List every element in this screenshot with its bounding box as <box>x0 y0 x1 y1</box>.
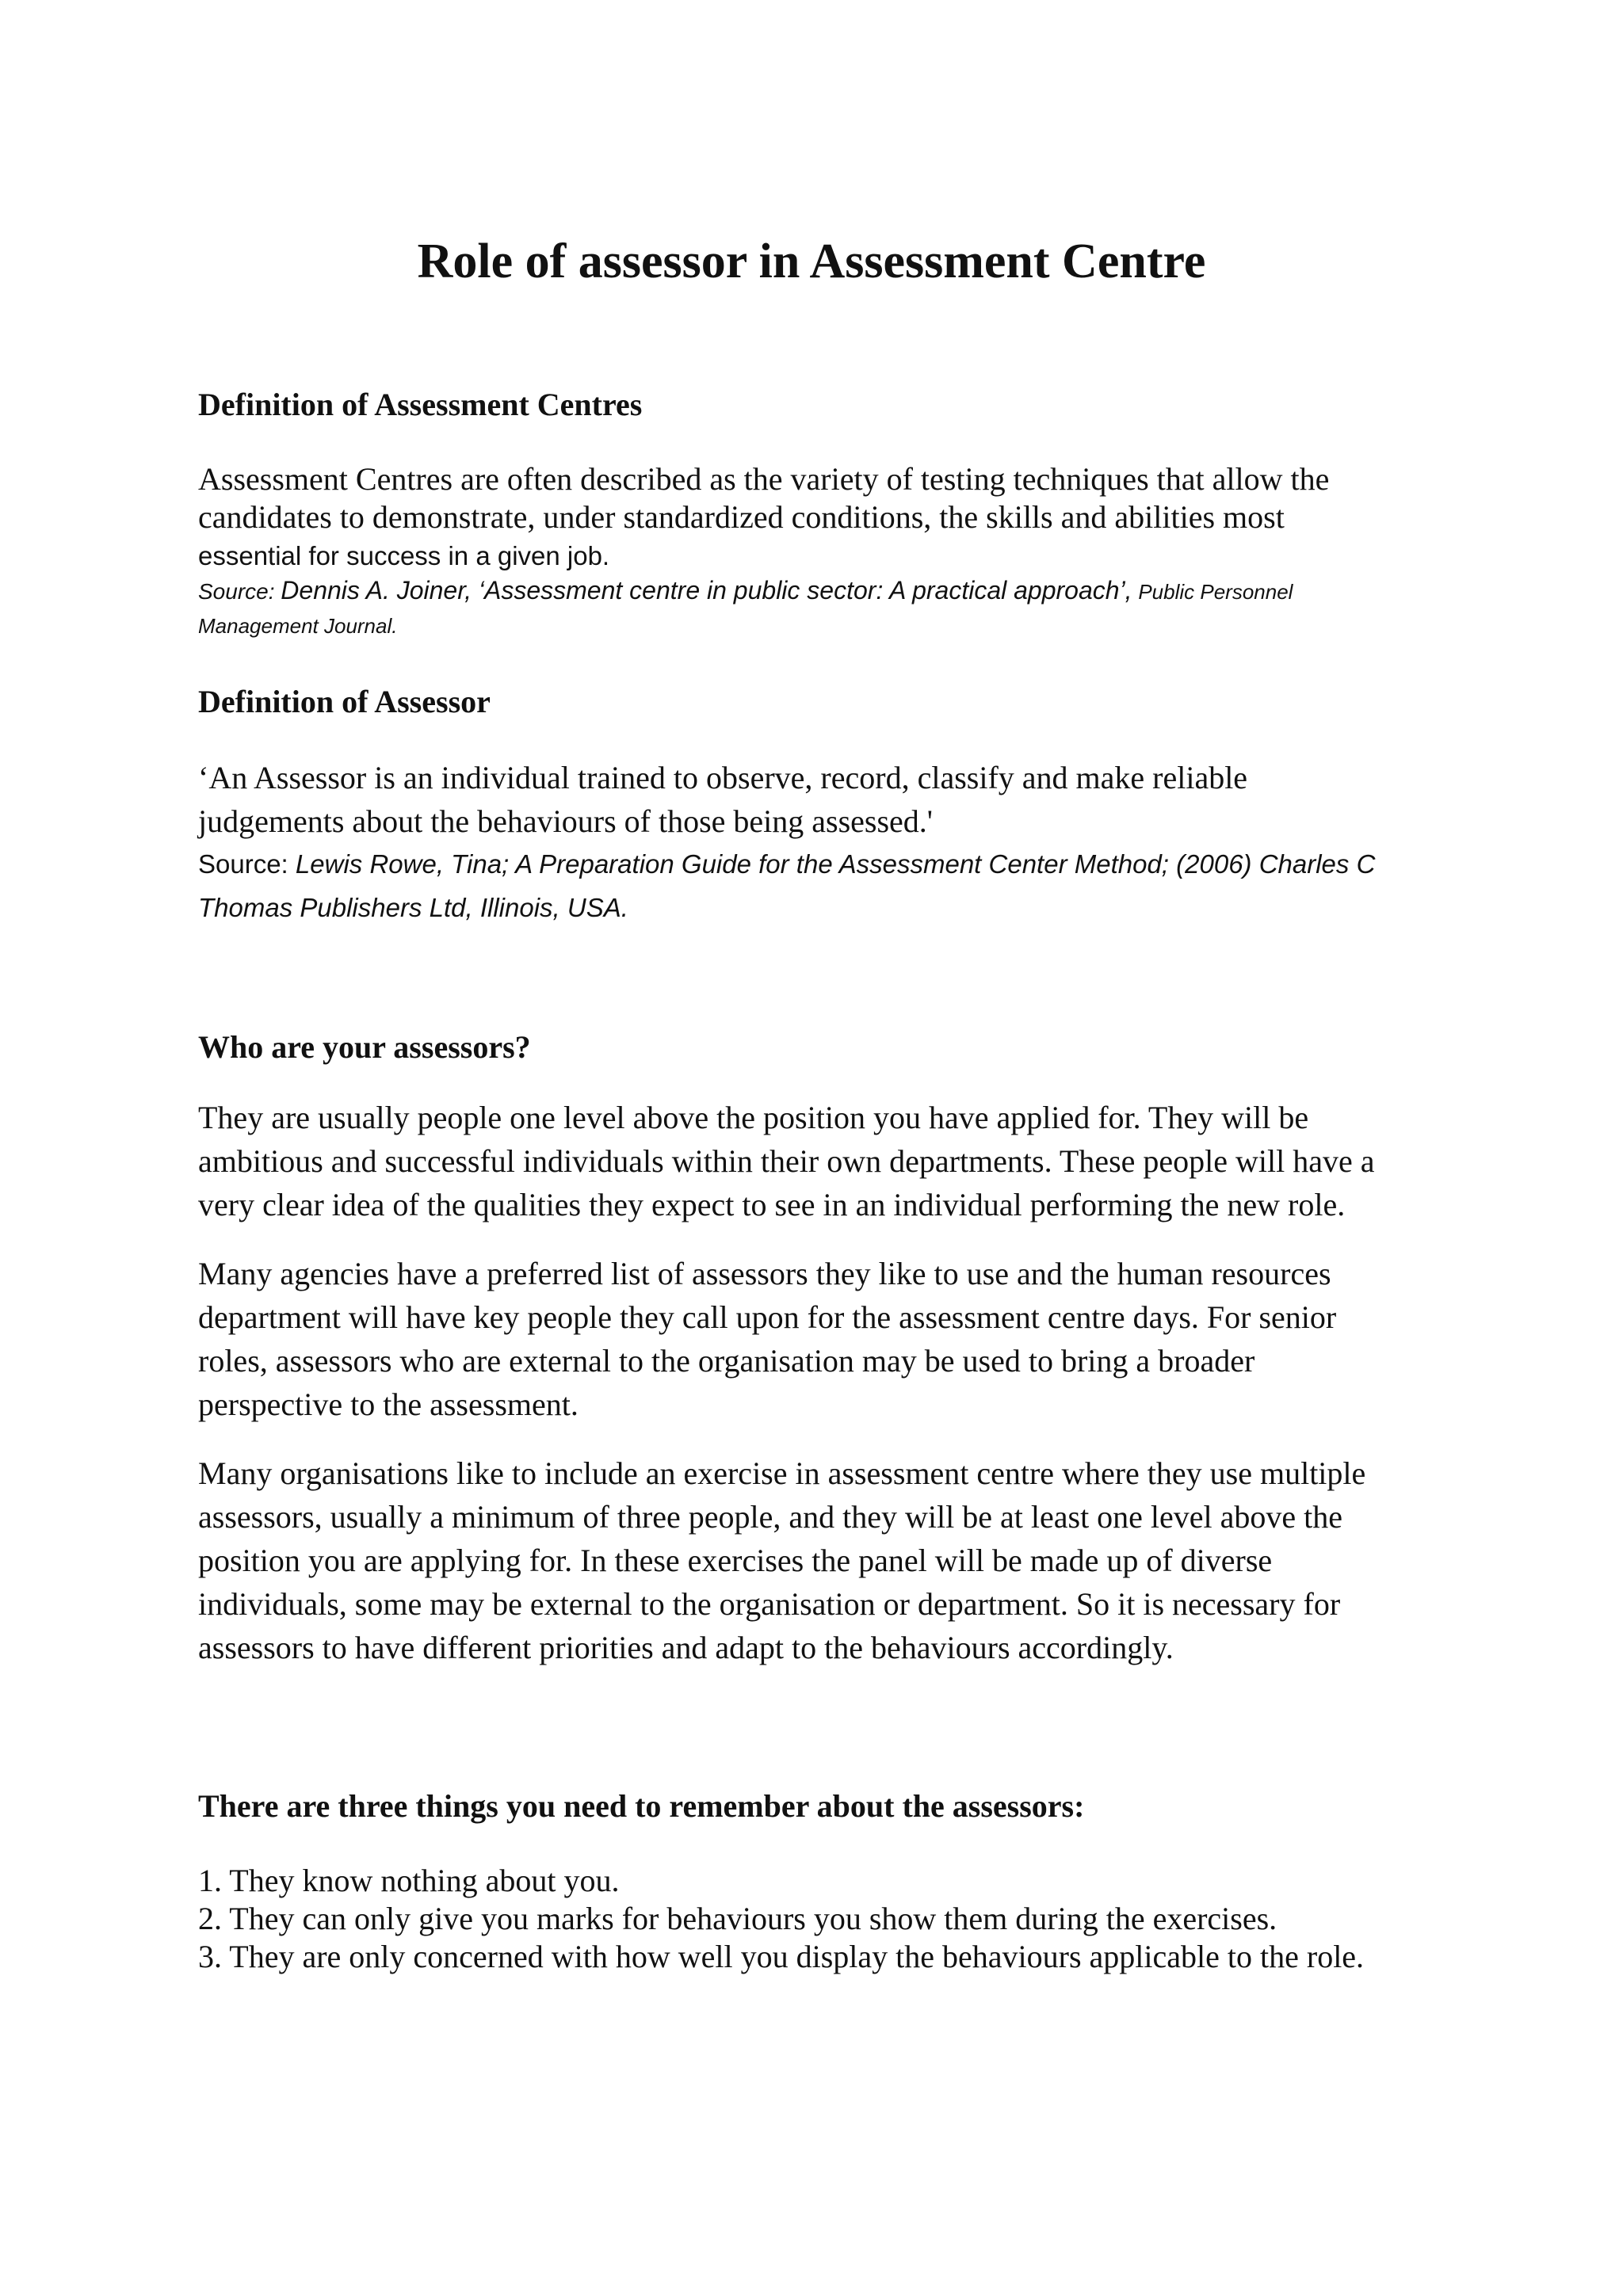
paragraph-last-line <box>198 539 1434 574</box>
citation-line <box>198 574 1434 609</box>
paragraph-who-2 <box>198 1252 1434 1426</box>
list-item: 3. They are only concerned with how well you display the behaviours applicable to the role. <box>198 1939 1365 1974</box>
heading-who-are-assessors: Who are your assessors? <box>198 1029 531 1065</box>
text-line: judgements about the behaviours of those being assessed.' <box>198 803 934 839</box>
paragraph-who-3 <box>198 1451 1434 1669</box>
text-line: candidates to demonstrate, under standardized conditions, the skills and abilities most <box>198 499 1285 535</box>
text-line: They are usually people one level above the position you have applied for. They will be <box>198 1100 1309 1135</box>
source-label: Source: <box>198 579 275 604</box>
heading-definition-assessment-centres: Definition of Assessment Centres <box>198 387 643 422</box>
source-publisher: Public Personnel <box>1138 580 1293 604</box>
text-line: roles, assessors who are external to the organisation may be used to bring a broader <box>198 1343 1255 1379</box>
text-line: very clear idea of the qualities they expect to see in an individual performing the new role. <box>198 1187 1346 1222</box>
text-line: position you are applying for. In these exercises the panel will be made up of diverse <box>198 1543 1273 1578</box>
text-line: Assessment Centres are often described as the variety of testing techniques that allow the <box>198 461 1330 497</box>
heading-definition-assessor: Definition of Assessor <box>198 684 491 719</box>
text-line: essential for success in a given job. <box>198 541 610 570</box>
list-item: 2. They can only give you marks for behaviours you show them during the exercises. <box>198 1901 1277 1936</box>
three-things-list <box>198 1862 1434 1976</box>
citation-line <box>198 842 1434 886</box>
page-title: Role of assessor in Assessment Centre <box>417 234 1206 288</box>
source-text: Lewis Rowe, Tina; A Preparation Guide for the Assessment Center Method; (2006) Charles C <box>295 849 1376 879</box>
text-line: individuals, some may be external to the organisation or department. So it is necessary for <box>198 1586 1341 1622</box>
source-label: Source: <box>198 849 288 879</box>
citation-line: Thomas Publishers Ltd, Illinois, USA. <box>198 893 628 922</box>
text-line: assessors to have different priorities and adapt to the behaviours accordingly. <box>198 1630 1174 1665</box>
quote-assessor-definition <box>198 756 1434 843</box>
list-item: 1. They know nothing about you. <box>198 1863 620 1898</box>
source-citation-rowe <box>198 842 1434 929</box>
text-line: Many agencies have a preferred list of assessors they like to use and the human resources <box>198 1256 1331 1291</box>
text-line: perspective to the assessment. <box>198 1386 579 1422</box>
source-author-title: Dennis A. Joiner, ‘Assessment centre in public sector: A practical approach’, <box>281 576 1132 605</box>
text-line: Many organisations like to include an exercise in assessment centre where they use multiple <box>198 1455 1366 1491</box>
text-line: assessors, usually a minimum of three people, and they will be at least one level above the <box>198 1499 1343 1535</box>
heading-three-things: There are three things you need to remember about the assessors: <box>198 1788 1085 1824</box>
paragraph-who-1 <box>198 1096 1434 1226</box>
paragraph-assessment-centres-definition <box>198 460 1434 536</box>
source-publisher-continued: Management Journal. <box>198 614 398 638</box>
text-line: department will have key people they call upon for the assessment centre days. For senior <box>198 1299 1337 1335</box>
text-line: ‘An Assessor is an individual trained to observe, record, classify and make reliable <box>198 760 1248 795</box>
source-citation-joiner <box>198 574 1434 643</box>
text-line: ambitious and successful individuals within their own departments. These people will have a <box>198 1143 1375 1179</box>
